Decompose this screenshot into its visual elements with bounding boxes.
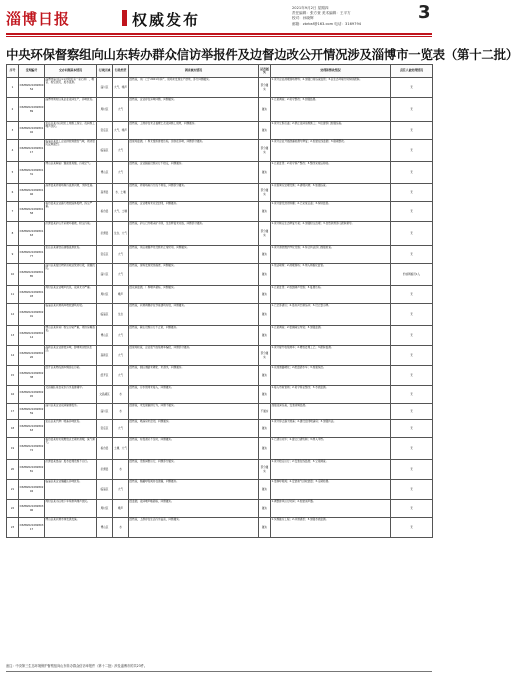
row-number: 22: [7, 500, 19, 518]
row-issue: 桓台县某企业露天堆放固体废物，扬尘严重。: [45, 202, 97, 222]
row-type: 噪声: [113, 286, 129, 304]
row-finding: 经核查，养殖场雨污分流不彻底，问题部分属实。: [129, 184, 259, 202]
row-verified: 属实: [259, 518, 271, 538]
row-code: D3ZB202108280214: [19, 326, 45, 346]
row-accountability: 无: [391, 304, 433, 326]
row-handling: 1.责令清洗维护净化设施；2.综合执法部门加强检查。: [271, 246, 391, 264]
row-number: 18: [7, 420, 19, 438]
row-verified: 属实: [259, 286, 271, 304]
row-district: 周村区: [97, 286, 113, 304]
page-number: 3: [418, 2, 431, 23]
row-code: D3ZB202108280317: [19, 518, 45, 538]
row-type: 噪声: [113, 500, 129, 518]
row-finding: 经排查，未发现偷排行为，问题不属实。: [129, 404, 259, 420]
row-number: 1: [7, 78, 19, 98]
row-handling: 1.责令立即苫盖；2.禁止夜间违规施工；3.住建部门加强巡查。: [271, 122, 391, 140]
table-row: [7, 140, 433, 162]
row-accountability: 无: [391, 480, 433, 500]
row-finding: 经核查，该厂已于2021年停产，现场未发现生产迹象，部分问题属实。: [129, 78, 259, 98]
row-district: 桓台县: [97, 202, 113, 222]
row-number: 3: [7, 122, 19, 140]
row-issue: 高新区某企业排放异味，影响周边居民生活。: [45, 346, 97, 366]
row-issue: 淄博市周村区某企业夜间生产，异味扰民。: [45, 98, 97, 122]
row-handling: 1.实施截污工程；2.河道清淤；3.加强水质监测。: [271, 518, 391, 538]
row-type: 大气: [113, 140, 129, 162]
row-type: 水: [113, 404, 129, 420]
row-finding: 经核查，设施间歇运行，问题部分属实。: [129, 460, 259, 480]
table-body: [7, 78, 433, 538]
row-accountability: 无: [391, 404, 433, 420]
row-number: 10: [7, 264, 19, 286]
row-handling: 1.立案调查；2.责令整改；3.加强监测。: [271, 98, 391, 122]
table-row: [7, 202, 433, 222]
meta-line: 2021年9月2日 星期四: [292, 6, 329, 10]
masthead-rule-thin: [6, 36, 432, 37]
row-code: D3ZB202108280294: [19, 480, 45, 500]
row-number: 23: [7, 518, 19, 538]
table-row: [7, 366, 433, 386]
row-district: 张店区: [97, 246, 113, 264]
table-row: [7, 286, 433, 304]
table-row: [7, 404, 433, 420]
row-issue: 临淄区某企业储罐区异味扰民。: [45, 480, 97, 500]
row-verified: 部分属实: [259, 140, 271, 162]
row-number: 20: [7, 460, 19, 480]
row-type: 大气: [113, 162, 129, 184]
row-number: 7: [7, 202, 19, 222]
row-type: 水: [113, 518, 129, 538]
table-row: [7, 304, 433, 326]
row-type: 水、土壤: [113, 184, 129, 202]
row-issue: 博山区某陶瓷厂烟囱冒黑烟，污染空气。: [45, 162, 97, 184]
meta-line: 责任编辑：张方萱 美术编辑：王平方: [292, 11, 351, 16]
issue-meta: [292, 6, 414, 27]
row-finding: 经核查，除尘设施运行不正常，问题属实。: [129, 326, 259, 346]
row-handling: 1.已清运完毕；2.建立日清机制；3.纳入考核。: [271, 438, 391, 460]
row-accountability: 无: [391, 518, 433, 538]
row-accountability: 无: [391, 246, 433, 264]
row-handling: 1.完成道路硬化；2.配置洒水车；3.加强保洁。: [271, 366, 391, 386]
row-finding: 经核查，工地存在未苫盖裸土及夜间施工现象，问题属实。: [129, 122, 259, 140]
row-finding: 经现场检查，企业废气收集效率偏低，问题部分属实。: [129, 346, 259, 366]
row-accountability: 无: [391, 122, 433, 140]
row-number: 5: [7, 162, 19, 184]
row-verified: 属实: [259, 98, 271, 122]
row-handling: 1.更换呼吸阀；2.安装油气回收装置；3.定期检测。: [271, 480, 391, 500]
row-finding: 经核查，上游存在生活污水溢流，问题属实。: [129, 518, 259, 538]
row-number: 17: [7, 404, 19, 420]
row-district: 临淄区: [97, 140, 113, 162]
row-issue: 张店区某小区附近工地施工扬尘、夜间施工噪声扰民。: [45, 122, 97, 140]
row-district: 临淄区: [97, 480, 113, 500]
row-number: 15: [7, 366, 19, 386]
meta-line: 校对：孙晓辉: [292, 16, 314, 21]
header-district: 行政区域: [97, 65, 113, 78]
table-row: [7, 184, 433, 202]
row-verified: 不属实: [259, 404, 271, 420]
row-finding: 经核查，喷漆房未密闭，问题属实。: [129, 420, 259, 438]
row-accountability: 无: [391, 78, 433, 98]
row-number: 2: [7, 98, 19, 122]
row-type: 大气、土壤: [113, 202, 129, 222]
row-handling: 加强夜间巡查，安装视频监控。: [271, 404, 391, 420]
section-title: 权威发布: [132, 11, 201, 29]
section-marker: [122, 10, 127, 26]
row-type: 水: [113, 386, 129, 404]
row-district: 张店区: [97, 122, 113, 140]
table-row: [7, 264, 433, 286]
row-finding: 经核查，现场发现焚烧痕迹，问题属实。: [129, 264, 259, 286]
row-accountability: 无: [391, 222, 433, 246]
table-row: [7, 386, 433, 404]
row-code: D3ZB202108280163: [19, 222, 45, 246]
row-handling: 1.立案处罚；2.责令停产整改；3.整改完成后验收。: [271, 162, 391, 184]
row-finding: 经核查，河道两侧存在零星建筑垃圾，问题属实。: [129, 304, 259, 326]
header-issue: 交办问题基本情况: [45, 65, 97, 78]
row-accountability: 无: [391, 326, 433, 346]
row-verified: 属实: [259, 326, 271, 346]
row-district: 高青县: [97, 184, 113, 202]
table-row: [7, 346, 433, 366]
row-issue: 沂源县某食品厂废水处理设施不运行。: [45, 460, 97, 480]
row-district: 文昌湖区: [97, 386, 113, 404]
row-verified: 属实: [259, 122, 271, 140]
row-issue: 张店区某餐饮店油烟直排扰民。: [45, 246, 97, 264]
row-code: D3ZB202108280054: [19, 78, 45, 98]
table-row: [7, 162, 433, 184]
row-accountability: 无: [391, 286, 433, 304]
row-issue: 桓台县某村垃圾堆放点长期未清理，臭气熏天。: [45, 438, 97, 460]
masthead: [0, 0, 437, 38]
row-verified: 部分属实: [259, 78, 271, 98]
row-handling: 1.立案调查；2.更换除尘布袋；3.加强监测。: [271, 326, 391, 346]
row-number: 12: [7, 304, 19, 326]
row-district: 桓台县: [97, 438, 113, 460]
row-code: D3ZB202108280259: [19, 404, 45, 420]
row-district: 经开区: [97, 366, 113, 386]
bottom-rule: [6, 671, 432, 672]
row-verified: 属实: [259, 162, 271, 184]
row-finding: 经核查，企业脱硫设施运行不稳定，问题属实。: [129, 162, 259, 184]
row-finding: 经核查，该店油烟净化设施未正常使用，问题属实。: [129, 246, 259, 264]
row-code: D3ZB202108280201: [19, 304, 45, 326]
row-issue: 临淄区某化工企业排放刺激性气味，周边居民反映强烈。: [45, 140, 97, 162]
row-handling: 1.调整排风运行时间；2.加装消声器。: [271, 500, 391, 518]
row-type: 大气: [113, 246, 129, 264]
row-verified: 属实: [259, 202, 271, 222]
row-accountability: 无: [391, 140, 433, 162]
row-number: 4: [7, 140, 19, 162]
row-finding: 经核查，污水管网未接入，问题属实。: [129, 386, 259, 404]
row-type: 生态、大气: [113, 222, 129, 246]
article-headline: 中央环保督察组向山东转办群众信访举报件及边督边改公开情况涉及淄博市一览表（第十二批）: [6, 47, 518, 62]
row-code: D3ZB202108280263: [19, 420, 45, 438]
row-code: D3ZB202108280117: [19, 140, 45, 162]
row-district: 博山区: [97, 326, 113, 346]
row-accountability: 无: [391, 346, 433, 366]
header-verified: 是否属实: [259, 65, 271, 78]
row-verified: 属实: [259, 420, 271, 438]
row-issue: 张店区某汽修厂喷漆异味扰民。: [45, 420, 97, 438]
row-type: 大气: [113, 346, 129, 366]
header-code: 受理编号: [19, 65, 45, 78]
row-number: 14: [7, 346, 19, 366]
table-row: [7, 500, 433, 518]
row-finding: 经夜间监测，厂界噪声超标，问题属实。: [129, 286, 259, 304]
row-type: 大气: [113, 366, 129, 386]
row-issue: 淄博市淄川区××村附近有一家石料厂，噪音、粉尘扰民，废水直排。: [45, 78, 97, 98]
row-issue: 博山区某铸造厂粉尘污染严重，周边房屋落灰。: [45, 326, 97, 346]
table-row: [7, 518, 433, 538]
row-handling: 1.依法取缔；2.清理现场；3.纳入网格化监管。: [271, 264, 391, 286]
header-handling: 处理和整改情况: [271, 65, 391, 78]
table-row: [7, 122, 433, 140]
header-accountability: 责任人被处理情况: [391, 65, 433, 78]
table-row: [7, 222, 433, 246]
row-type: 大气: [113, 480, 129, 500]
row-code: D3ZB202108280158: [19, 202, 45, 222]
row-finding: 经核查，垃圾清运不及时，问题属实。: [129, 438, 259, 460]
row-code: D3ZB202108280185: [19, 264, 45, 286]
row-code: D3ZB202108280226: [19, 346, 45, 366]
row-issue: 淄川区某废旧物资回收站焚烧垃圾，黑烟扰民。: [45, 264, 97, 286]
row-code: D3ZB202108280272: [19, 438, 45, 460]
row-finding: 经核查，企业堆场未完全封闭，问题属实。: [129, 202, 259, 222]
row-issue: 博山区某河道水体发黑发臭。: [45, 518, 97, 538]
row-verified: 属实: [259, 438, 271, 460]
row-number: 16: [7, 386, 19, 404]
row-accountability: 无: [391, 202, 433, 222]
newspaper-logo: 淄博日报: [6, 10, 71, 28]
table-row: [7, 98, 433, 122]
row-number: 21: [7, 480, 19, 500]
meta-line: 邮箱：zbrbsf@163.com 电话：3169794: [292, 21, 362, 26]
row-issue: 文昌湖区某农家乐污水直排湖中。: [45, 386, 97, 404]
row-handling: 1.责令企业清理现场物料；2.加强日常巡查监管；3.区生态环境分局持续跟踪。: [271, 78, 391, 98]
row-code: D3ZB202108280193: [19, 286, 45, 304]
row-code: D3ZB202108280306: [19, 500, 45, 518]
row-type: 大气: [113, 264, 129, 286]
row-issue: 经开区某物流园车辆扬尘污染。: [45, 366, 97, 386]
row-accountability: 无: [391, 98, 433, 122]
table-footnote: 备注：中央第三生态环境保护督察组向山东转办群众信访举报件（第十二批）涉及淄博市的共23件。: [6, 664, 148, 668]
row-accountability: 无: [391, 420, 433, 438]
row-code: D3ZB202108280238: [19, 366, 45, 386]
row-district: 周村区: [97, 98, 113, 122]
row-issue: 高青县某养殖场粪污直排河道，水体发臭。: [45, 184, 97, 202]
table-row: [7, 420, 433, 438]
row-verified: 属实: [259, 304, 271, 326]
header-type: 污染类型: [113, 65, 129, 78]
row-number: 6: [7, 184, 19, 202]
row-accountability: 无: [391, 386, 433, 404]
row-number: 13: [7, 326, 19, 346]
row-district: 临淄区: [97, 304, 113, 326]
row-issue: 周村区某企业噪声扰民，夜间尤为严重。: [45, 286, 97, 304]
row-district: 高新区: [97, 346, 113, 366]
row-handling: 1.责令制定生态修复方案；2.加强粉尘治理；3.自然资源部门跟踪督导。: [271, 222, 391, 246]
row-type: 大气: [113, 98, 129, 122]
row-type: 大气、噪声: [113, 122, 129, 140]
table-row: [7, 246, 433, 264]
row-issue: 沂源县某矿山开采破坏植被，粉尘污染。: [45, 222, 97, 246]
row-handling: 1.责令企业开展泄漏检测与修复；2.加装在线监测；3.限期整改。: [271, 140, 391, 162]
row-accountability: 无: [391, 438, 433, 460]
masthead-rule: [6, 33, 432, 35]
row-type: 土壤、大气: [113, 438, 129, 460]
row-type: 大气、噪声: [113, 78, 129, 98]
row-verified: 属实: [259, 366, 271, 386]
row-verified: 属实: [259, 386, 271, 404]
table-row: [7, 326, 433, 346]
row-accountability: 无: [391, 162, 433, 184]
row-verified: 属实: [259, 480, 271, 500]
row-accountability: 无: [391, 366, 433, 386]
row-issue: 周村区某小区地下车库排风噪声扰民。: [45, 500, 97, 518]
row-finding: 经监测，夜间噪声略超标，问题属实。: [129, 500, 259, 518]
row-handling: 1.立案处罚；2.加装隔声设施；3.复测达标。: [271, 286, 391, 304]
row-verified: 属实: [259, 264, 271, 286]
row-number: 19: [7, 438, 19, 460]
row-handling: 1.责令建设封闭料棚；2.已完成苫盖；3.持续监管。: [271, 202, 391, 222]
row-number: 11: [7, 286, 19, 304]
header-finding: 调查核实情况: [129, 65, 259, 78]
row-verified: 属实: [259, 246, 271, 264]
row-district: 淄川区: [97, 404, 113, 420]
row-accountability: 无: [391, 500, 433, 518]
row-handling: 1.完善粪污处理设施；2.清理河道；3.加强巡查。: [271, 184, 391, 202]
row-verified: 属实: [259, 500, 271, 518]
row-handling: 1.责令提升收集效率；2.增加处理工艺；3.跟踪监测。: [271, 346, 391, 366]
row-number: 9: [7, 246, 19, 264]
row-finding: 经核查，园区道路未硬化、未洒水，问题属实。: [129, 366, 259, 386]
row-accountability: 约谈网格员1人: [391, 264, 433, 286]
row-handling: 1.已全部清运；2.落实河长制巡河；3.设立警示牌。: [271, 304, 391, 326]
table-header-row: [7, 65, 433, 78]
report-table: [6, 64, 433, 538]
row-district: 博山区: [97, 518, 113, 538]
row-handling: 1.责令停止露天喷漆；2.建设密闭喷漆房；3.加强执法。: [271, 420, 391, 438]
row-code: D3ZB202108280102: [19, 122, 45, 140]
row-district: 博山区: [97, 162, 113, 184]
table-row: [7, 78, 433, 98]
row-issue: 临淄区某河道两岸堆放建筑垃圾。: [45, 304, 97, 326]
row-district: 张店区: [97, 420, 113, 438]
row-verified: 部分属实: [259, 460, 271, 480]
row-verified: 部分属实: [259, 184, 271, 202]
row-district: 沂源县: [97, 460, 113, 480]
row-type: 大气: [113, 420, 129, 438]
header-no: 序号: [7, 65, 19, 78]
row-district: 周村区: [97, 500, 113, 518]
row-verified: 部分属实: [259, 346, 271, 366]
row-number: 8: [7, 222, 19, 246]
row-handling: 1.责令稳定运行；2.安装在线监控；3.立案调查。: [271, 460, 391, 480]
row-accountability: 无: [391, 460, 433, 480]
row-finding: 经核查，矿山已办理采矿手续，生态修复未完成，问题部分属实。: [129, 222, 259, 246]
row-handling: 1.接入市政管网；2.责令停业整改；3.水质监测。: [271, 386, 391, 404]
row-code: D3ZB202108280281: [19, 460, 45, 480]
row-code: D3ZB202108280089: [19, 98, 45, 122]
row-finding: 经核查，储罐呼吸阀存在泄漏，问题属实。: [129, 480, 259, 500]
row-finding: 经核查，企业存在异味问题，问题属实。: [129, 98, 259, 122]
row-finding: 经现场监测，厂界无组织排放达标，但存在异味，问题部分属实。: [129, 140, 259, 162]
row-type: 大气: [113, 326, 129, 346]
row-issue: 淄川区某企业夜间偷排废水。: [45, 404, 97, 420]
row-accountability: 无: [391, 184, 433, 202]
table-row: [7, 438, 433, 460]
row-type: 水: [113, 460, 129, 480]
row-code: D3ZB202108280177: [19, 246, 45, 264]
row-code: D3ZB202108280146: [19, 184, 45, 202]
table-row: [7, 460, 433, 480]
row-code: D3ZB202108280245: [19, 386, 45, 404]
row-type: 生态: [113, 304, 129, 326]
row-district: 沂源县: [97, 222, 113, 246]
row-code: D3ZB202108280131: [19, 162, 45, 184]
row-verified: 部分属实: [259, 222, 271, 246]
table-row: [7, 480, 433, 500]
row-district: 淄川区: [97, 264, 113, 286]
row-district: 淄川区: [97, 78, 113, 98]
